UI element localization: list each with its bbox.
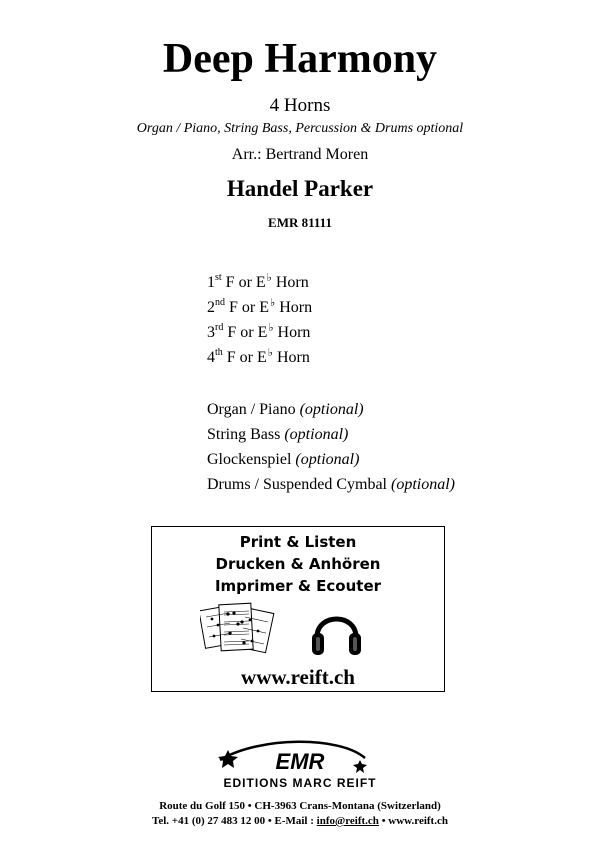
composer: Handel Parker (226, 176, 374, 201)
svg-text:EMR: EMR (275, 749, 325, 774)
part-item: 1st F or E♭ Horn (207, 271, 309, 291)
promo-line-english: Print & Listen (239, 533, 357, 551)
flat-sign: ♭ (266, 272, 272, 284)
website-link[interactable]: www.reift.ch (241, 665, 355, 689)
email-link[interactable]: info@reift.ch (316, 815, 379, 827)
flat-sign: ♭ (270, 297, 276, 309)
sheet-music-icon (200, 600, 275, 660)
optional-part-item: Organ / Piano (optional) (207, 401, 364, 418)
emr-logo (200, 740, 400, 790)
print-listen-box (151, 526, 445, 692)
arranger: Arr.: Bertrand Moren (231, 146, 369, 163)
promo-line-french: Imprimer & Ecouter (214, 577, 382, 595)
promo-line-german: Drucken & Anhören (215, 555, 381, 573)
flat-sign: ♭ (267, 347, 273, 359)
part-item: 4th F or E♭ Horn (207, 346, 310, 366)
ensemble-subtitle: 4 Horns (269, 95, 331, 116)
optional-part-item: Glockenspiel (optional) (207, 451, 360, 468)
optional-part-item: String Bass (optional) (207, 426, 349, 443)
headphones-icon (309, 603, 364, 659)
parts-list (207, 270, 312, 370)
optional-part-item: Drums / Suspended Cymbal (optional) (207, 476, 455, 493)
svg-text:EDITIONS MARC REIFT: EDITIONS MARC REIFT (223, 776, 377, 790)
page-title: Deep Harmony (162, 36, 438, 82)
catalog-number: EMR 81111 (268, 215, 332, 230)
part-item: 2nd F or E♭ Horn (207, 296, 313, 316)
part-item: 3rd F or E♭ Horn (207, 321, 311, 341)
publisher-address: Route du Golf 150 • CH-3963 Crans-Montana (Switzerland) (159, 800, 441, 812)
instrumentation-note: Organ / Piano, String Bass, Percussion & Drums optional (136, 121, 464, 136)
optional-parts-list (207, 397, 455, 497)
flat-sign: ♭ (268, 322, 274, 334)
publisher-contact: Tel. +41 (0) 27 483 12 00 • E-Mail : info@reift.ch • www.reift.ch (152, 815, 448, 827)
